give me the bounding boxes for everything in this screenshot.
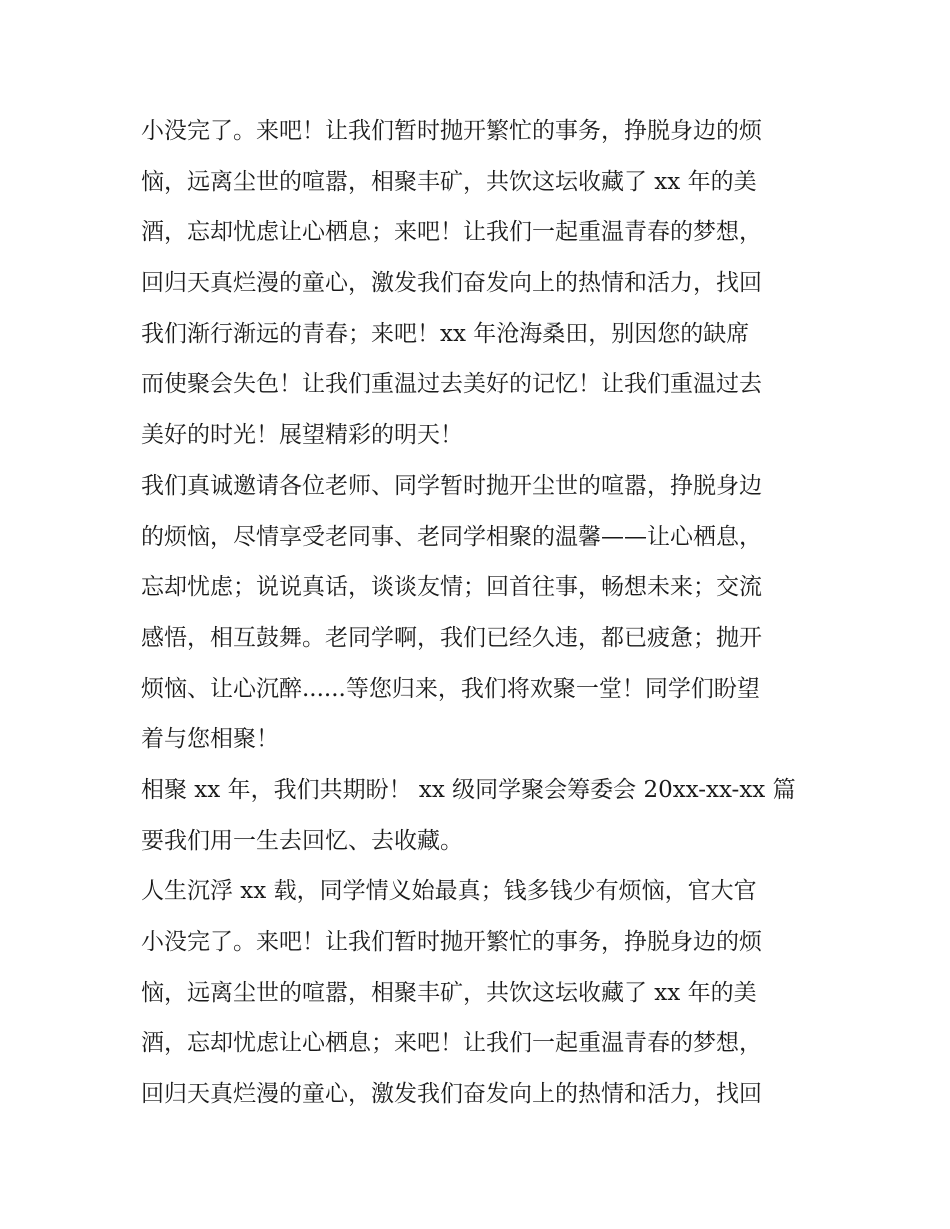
text-line: 回归天真烂漫的童心，激发我们奋发向上的热情和活力，找回 (141, 270, 762, 297)
text-line: 酒，忘却忧虑让心栖息；来吧！让我们一起重温青春的梦想， (141, 219, 762, 246)
text-line: 相聚 xx 年，我们共期盼！ xx 级同学聚会筹委会 20xx-xx-xx 篇 (141, 776, 796, 803)
text-line: 小没完了。来吧！让我们暂时抛开繁忙的事务，挣脱身边的烦 (141, 118, 762, 144)
text-line: 恼，远离尘世的喧嚣，相聚丰矿，共饮这坛收藏了 xx 年的美 (141, 168, 757, 195)
text-line: 酒，忘却忧虑让心栖息；来吧！让我们一起重温青春的梦想， (141, 1030, 762, 1057)
text-line: 忘却忧虑；说说真话，谈谈友情；回首往事，畅想未来；交流 (141, 574, 762, 601)
text-line: 我们渐行渐远的青春；来吧！xx 年沧海桑田，别因您的缺席 (141, 320, 750, 347)
text-line: 的烦恼，尽情享受老同事、老同学相聚的温馨——让心栖息， (141, 523, 762, 550)
text-line: 着与您相聚！ (141, 726, 279, 753)
text-line: 烦恼、让心沉醉......等您归来，我们将欢聚一堂！同学们盼望 (141, 675, 760, 702)
text-line: 而使聚会失色！让我们重温过去美好的记忆！让我们重温过去 (141, 371, 762, 398)
text-line: 小没完了。来吧！让我们暂时抛开繁忙的事务，挣脱身边的烦 (141, 929, 762, 955)
text-line: 我们真诚邀请各位老师、同学暂时抛开尘世的喧嚣，挣脱身边 (141, 472, 762, 499)
document-body (141, 106, 821, 1120)
text-line: 回归天真烂漫的童心，激发我们奋发向上的热情和活力，找回 (141, 1081, 762, 1108)
text-line: 恼，远离尘世的喧嚣，相聚丰矿，共饮这坛收藏了 xx 年的美 (141, 979, 757, 1006)
text-line: 感悟，相互鼓舞。老同学啊，我们已经久违，都已疲惫；抛开 (141, 624, 762, 651)
text-line: 人生沉浮 xx 载，同学情义始最真；钱多钱少有烦恼，官大官 (141, 878, 757, 905)
text-line: 要我们用一生去回忆、去收藏。 (141, 827, 463, 854)
text-line: 美好的时光！展望精彩的明天！ (141, 422, 463, 449)
